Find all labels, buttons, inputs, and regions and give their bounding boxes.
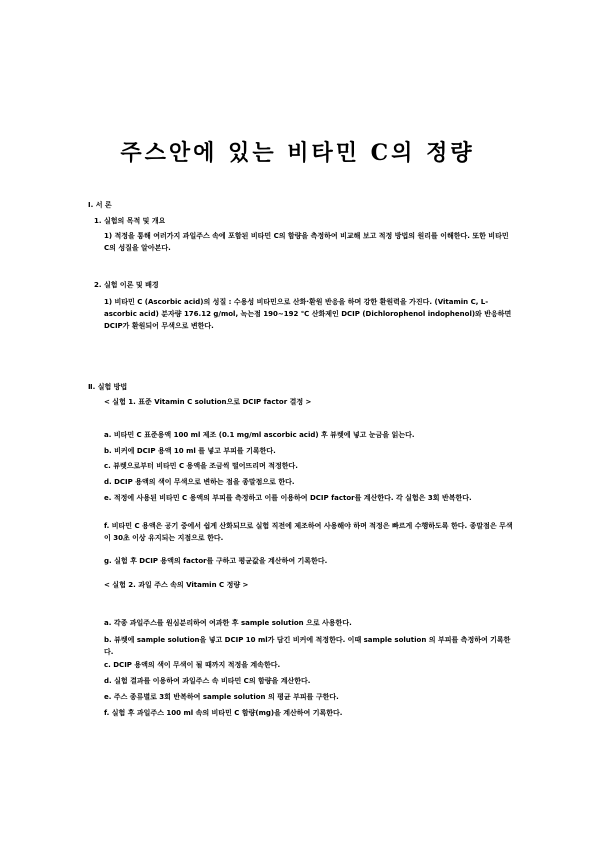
- theory-body: 1) 비타민 C (Ascorbic acid)의 성질 : 수용성 비타민으로 산화·환원 반응을 하며 강한 환원력을 가진다. (Vitamin C, L-ascorbic acid) 분자량 176.12 g/mol, 녹는점 190~192 ℃ 산화제인 DCIP (Dichlorophenol indophenol)와 반응하면 DCIP가 환원되어 무색으로 변한다.: [104, 298, 512, 330]
- step-1g: g. 실험 후 DCIP 용액의 factor를 구하고 평균값을 계산하여 기록한다.: [104, 557, 328, 565]
- section-heading-method: Ⅱ. 실험 방법: [88, 383, 128, 391]
- step-2e: e. 주스 종류별로 3회 반복하여 sample solution 의 평균 부피를 구한다.: [104, 693, 339, 701]
- experiment-2-heading: < 실험 2. 과일 주스 속의 Vitamin C 정량 >: [104, 581, 249, 589]
- step-1a: a. 비타민 C 표준용액 100 ml 제조 (0.1 mg/ml ascorbic acid) 후 뷰렛에 넣고 눈금을 읽는다.: [104, 431, 415, 439]
- step-2d: d. 실험 결과를 이용하여 과일주스 속 비타민 C의 함량을 계산한다.: [104, 677, 311, 685]
- purpose-body: 1) 적정을 통해 여러가지 과일주스 속에 포함된 비타민 C의 함량을 측정하여 비교해 보고 적정 방법의 원리를 이해한다. 또한 비타민 C의 성질을 알아본다.: [104, 232, 509, 252]
- step-1e: e. 적정에 사용된 비타민 C 용액의 부피를 측정하고 이를 이용하여 DCIP factor를 계산한다. 각 실험은 3회 반복한다.: [104, 494, 472, 502]
- step-1b: b. 비커에 DCIP 용액 10 ml 를 넣고 부피를 기록한다.: [104, 447, 276, 455]
- section-heading-theory: 2. 실험 이론 및 배경: [94, 281, 159, 289]
- step-2f: f. 실험 후 과일주스 100 ml 속의 비타민 C 함량(mg)을 계산하여 기록한다.: [104, 709, 343, 717]
- step-1f: f. 비타민 C 용액은 공기 중에서 쉽게 산화되므로 실험 직전에 제조하여 사용해야 하며 적정은 빠르게 수행하도록 한다. 종말점은 무색이 30초 이상 유지되는 지점으로 한다.: [104, 522, 513, 542]
- step-2c: c. DCIP 용액의 색이 무색이 될 때까지 적정을 계속한다.: [104, 661, 281, 669]
- experiment-1-heading: < 실험 1. 표준 Vitamin C solution으로 DCIP factor 결정 >: [104, 398, 312, 406]
- step-1c: c. 뷰렛으로부터 비타민 C 용액을 조금씩 떨어뜨리며 적정한다.: [104, 462, 298, 470]
- step-2b: b. 뷰렛에 sample solution을 넣고 DCIP 10 ml가 담긴 비커에 적정한다. 이때 sample solution 의 부피를 측정하여 기록한다.: [104, 636, 511, 656]
- step-2a: a. 각종 과일주스를 원심분리하여 여과한 후 sample solution 으로 사용한다.: [104, 619, 352, 627]
- step-1d: d. DCIP 용액의 색이 무색으로 변하는 점을 종말점으로 한다.: [104, 478, 295, 486]
- section-heading-intro: Ⅰ. 서 론: [88, 201, 112, 209]
- document-title: 주스안에 있는 비타민 C의 정량: [120, 140, 475, 166]
- section-heading-purpose: 1. 실험의 목적 및 개요: [94, 217, 166, 225]
